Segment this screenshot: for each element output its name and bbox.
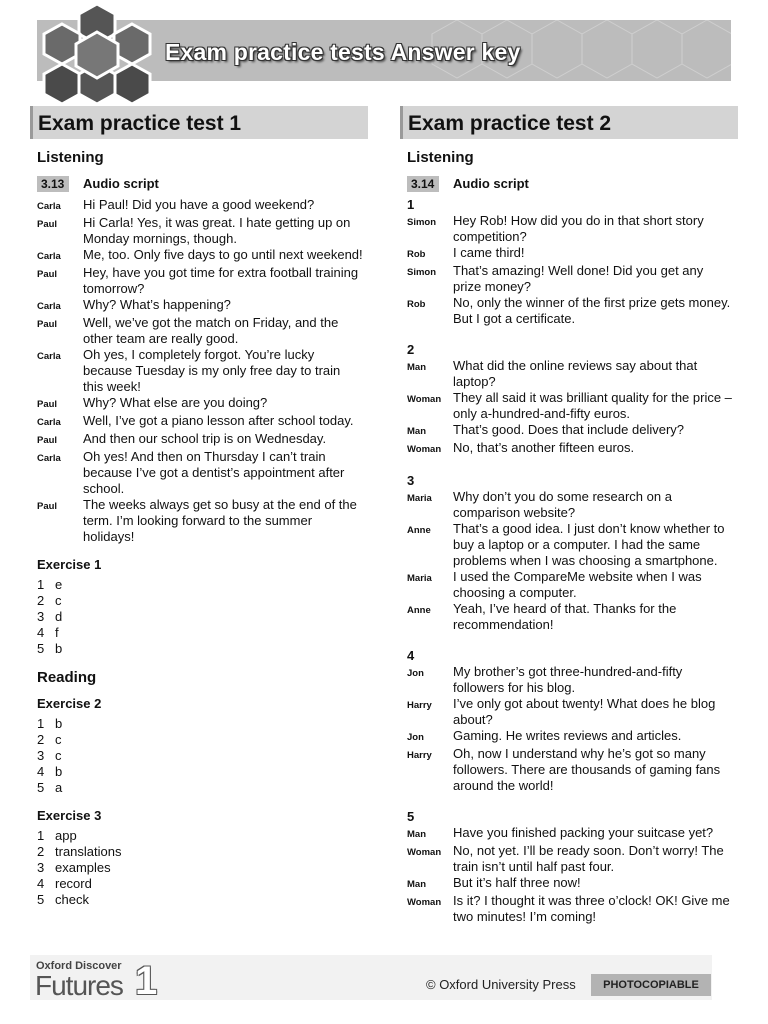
speaker-name: Woman: [407, 394, 442, 405]
script-text-line: recommendation!: [453, 617, 554, 632]
reading-heading: Reading: [37, 669, 97, 686]
script-line: [407, 664, 738, 696]
script-line: [407, 295, 738, 327]
script-line: [407, 875, 738, 893]
speaker-name: Anne: [407, 605, 431, 616]
script-text: [83, 431, 368, 449]
dialogue-block: [400, 489, 738, 633]
script-text-line: No, not yet. I’ll be ready soon. Don’t worry! The: [453, 843, 724, 858]
script-text-line: comparison website?: [453, 505, 576, 520]
speaker-name: Paul: [37, 319, 58, 330]
speaker-name: Maria: [407, 493, 432, 504]
answer-value: c: [55, 593, 62, 608]
script-line: [37, 395, 368, 413]
brand-level: 1: [135, 959, 158, 1003]
script-text: [453, 569, 738, 601]
script-text: [453, 601, 738, 633]
script-text-line: laptop?: [453, 374, 496, 389]
script-text: [453, 245, 738, 263]
exercise2-answers: [30, 716, 368, 796]
answer-value: a: [55, 780, 63, 795]
script-line: [407, 263, 738, 295]
speaker-name: Man: [407, 879, 426, 890]
script-text: [453, 489, 738, 521]
speaker-name: Paul: [37, 219, 58, 230]
answer-number: 5: [37, 892, 45, 907]
answer-number: 4: [37, 625, 45, 640]
page-title: Exam practice tests Answer key: [165, 39, 521, 65]
script-line: [407, 825, 738, 843]
script-text-line: term. I’m looking forward to the summer: [83, 513, 313, 528]
script-text-line: choosing a computer.: [453, 585, 577, 600]
test2-column: [400, 106, 738, 925]
speaker-name: Carla: [37, 417, 61, 428]
speaker-name: Simon: [407, 267, 437, 278]
script-line: [37, 347, 368, 395]
script-text-line: What did the online reviews say about that: [453, 358, 698, 373]
script-line: [407, 358, 738, 390]
speaker-name: Paul: [37, 269, 58, 280]
script-text-line: Oh yes, I completely forgot. You’re lucky: [83, 347, 315, 362]
answer-number: 2: [37, 593, 45, 608]
answer-row: [37, 844, 368, 860]
answer-row: [37, 732, 368, 748]
speaker-name: Paul: [37, 399, 58, 410]
script-text-line: That’s good. Does that include delivery?: [453, 422, 685, 437]
script-text-line: Hi Carla! Yes, it was great. I hate getting up on: [83, 215, 351, 230]
script-text-line: Oh yes! And then on Thursday I can’t train: [83, 449, 326, 464]
script-text-line: prize money?: [453, 279, 532, 294]
dialogue-number: 3: [407, 473, 415, 488]
script-text-line: followers for his blog.: [453, 680, 576, 695]
script-text: [83, 413, 368, 431]
speaker-name: Paul: [37, 501, 58, 512]
test2-heading: [400, 106, 738, 139]
answer-row: [37, 748, 368, 764]
script-text-line: I’ve only got about twenty! What does he blog: [453, 696, 716, 711]
speaker-name: Rob: [407, 299, 426, 310]
answer-value: c: [55, 748, 62, 763]
script-text: [453, 263, 738, 295]
track-badge: 3.13: [37, 176, 69, 192]
answer-value: b: [55, 764, 63, 779]
answer-value: c: [55, 732, 62, 747]
audio-script-header: [407, 175, 738, 192]
script-text-line: I used the CompareMe website when I was: [453, 569, 702, 584]
speaker-name: Rob: [407, 249, 426, 260]
listening-heading: Listening: [37, 149, 104, 166]
script-text-line: Well, I’ve got a piano lesson after school today.: [83, 413, 354, 428]
script-text-line: because Tuesday is my only free day to train: [83, 363, 341, 378]
speaker-name: Woman: [407, 847, 442, 858]
script-line: [407, 422, 738, 440]
answer-row: [37, 876, 368, 892]
script-text-line: Why? What else are you doing?: [83, 395, 268, 410]
script-line: [37, 247, 368, 265]
answer-number: 4: [37, 876, 45, 891]
answer-value: examples: [55, 860, 111, 875]
exercise3-answers: [30, 828, 368, 908]
answer-value: record: [55, 876, 92, 891]
script-text-line: followers. There are thousands of gaming fans: [453, 762, 721, 777]
speaker-name: Paul: [37, 435, 58, 446]
answer-number: 1: [37, 577, 45, 592]
speaker-name: Carla: [37, 201, 61, 212]
script-line: [37, 497, 368, 545]
speaker-name: Maria: [407, 573, 432, 584]
script-text-line: Is it? I thought it was three o’clock! OK! Give me: [453, 893, 730, 908]
script-line: [407, 245, 738, 263]
test2-title: Exam practice test 2: [408, 112, 612, 135]
script-text: [83, 347, 368, 395]
script-text-line: competition?: [453, 229, 527, 244]
script-text-line: about?: [453, 712, 493, 727]
speaker-name: Woman: [407, 444, 442, 455]
script-text-line: No, that’s another fifteen euros.: [453, 440, 635, 455]
script-line: [407, 569, 738, 601]
speaker-name: Man: [407, 829, 426, 840]
script-text: [453, 521, 738, 569]
answer-row: [37, 625, 368, 641]
script-line: [407, 521, 738, 569]
exercise2-heading: Exercise 2: [37, 696, 102, 711]
answer-number: 5: [37, 780, 45, 795]
script-line: [37, 315, 368, 347]
speaker-name: Jon: [407, 668, 424, 679]
dialogue-block: [400, 358, 738, 458]
script-text-line: Hi Paul! Did you have a good weekend?: [83, 197, 315, 212]
script-text-line: problems when I was choosing a smartphone.: [453, 553, 718, 568]
script-text: [83, 395, 368, 413]
answer-number: 1: [37, 828, 45, 843]
script-text: [83, 197, 368, 215]
answer-number: 4: [37, 764, 45, 779]
script-line: [407, 893, 738, 925]
footer: [30, 955, 712, 1003]
script-text: [453, 893, 738, 925]
audio-script: [400, 197, 738, 925]
speaker-name: Man: [407, 362, 426, 373]
script-text: [83, 449, 368, 497]
script-text: [453, 390, 738, 422]
script-text: [83, 215, 368, 247]
script-text: [83, 315, 368, 347]
script-text-line: Hey, have you got time for extra football training: [83, 265, 359, 280]
answer-number: 2: [37, 732, 45, 747]
answer-value: translations: [55, 844, 122, 859]
script-text: [453, 664, 738, 696]
script-text-line: holidays!: [83, 529, 135, 544]
script-text-line: Gaming. He writes reviews and articles.: [453, 728, 682, 743]
exercise1-heading: Exercise 1: [37, 557, 102, 572]
copyright: © Oxford University Press: [426, 977, 576, 992]
answer-row: [37, 764, 368, 780]
answer-number: 3: [37, 748, 45, 763]
script-text: [453, 422, 738, 440]
answer-row: [37, 828, 368, 844]
audio-script-header: [37, 175, 368, 192]
script-text-line: because I’ve got a dentist’s appointment after: [83, 465, 345, 480]
script-line: [407, 843, 738, 875]
speaker-name: Woman: [407, 897, 442, 908]
script-text: [453, 213, 738, 245]
script-text-line: train isn’t until half past four.: [453, 859, 615, 874]
script-text: [453, 825, 738, 843]
script-line: [407, 440, 738, 458]
script-line: [407, 696, 738, 728]
script-line: [37, 265, 368, 297]
script-line: [37, 431, 368, 449]
script-text: [83, 247, 368, 265]
speaker-name: Carla: [37, 301, 61, 312]
script-text: [83, 497, 368, 545]
speaker-name: Carla: [37, 351, 61, 362]
script-text-line: school.: [83, 481, 125, 496]
script-text-line: Well, we’ve got the match on Friday, and the: [83, 315, 339, 330]
audio-script-label: Audio script: [453, 176, 529, 191]
speaker-name: Harry: [407, 750, 432, 761]
script-line: [37, 449, 368, 497]
script-text-line: But I got a certificate.: [453, 311, 576, 326]
dialogue-number: 4: [407, 648, 415, 663]
script-text-line: My brother’s got three-hundred-and-fifty: [453, 664, 683, 679]
script-line: [407, 213, 738, 245]
script-text-line: Monday mornings, though.: [83, 231, 237, 246]
script-line: [37, 215, 368, 247]
script-text-line: buy a laptop or a computer. I had the same: [453, 537, 701, 552]
speaker-name: Simon: [407, 217, 437, 228]
script-text: [453, 746, 738, 794]
answer-value: e: [55, 577, 63, 592]
answer-number: 2: [37, 844, 45, 859]
test1-title: Exam practice test 1: [38, 112, 242, 135]
script-text-line: Hey Rob! How did you do in that short story: [453, 213, 704, 228]
audio-script: [30, 197, 368, 545]
answer-number: 3: [37, 860, 45, 875]
speaker-name: Carla: [37, 251, 61, 262]
script-text-line: And then our school trip is on Wednesday.: [83, 431, 327, 446]
audio-script-label: Audio script: [83, 176, 159, 191]
script-text-line: Me, too. Only five days to go until next weekend!: [83, 247, 363, 262]
script-text-line: only a-hundred-and-fifty euros.: [453, 406, 631, 421]
script-text-line: Why don’t you do some research on a: [453, 489, 672, 504]
answer-value: b: [55, 716, 63, 731]
script-text-line: around the world!: [453, 778, 554, 793]
track-badge: 3.14: [407, 176, 439, 192]
script-text-line: They all said it was brilliant quality for the price –: [453, 390, 732, 405]
script-text-line: The weeks always get so busy at the end of the: [83, 497, 357, 512]
brand-series: Futures: [35, 970, 123, 1001]
photocopiable-badge: PHOTOCOPIABLE: [591, 974, 711, 996]
script-line: [37, 413, 368, 431]
listening-heading: Listening: [407, 149, 474, 166]
script-text: [453, 440, 738, 458]
script-line: [37, 297, 368, 315]
script-text-line: Oh, now I understand why he’s got so many: [453, 746, 706, 761]
script-text-line: But it’s half three now!: [453, 875, 581, 890]
dialogue-number: 5: [407, 809, 415, 824]
answer-row: [37, 609, 368, 625]
speaker-name: Man: [407, 426, 426, 437]
dialogue-block: [400, 664, 738, 794]
script-text-line: I came third!: [453, 245, 525, 260]
test1-column: [30, 106, 368, 908]
answer-row: [37, 860, 368, 876]
answer-value: f: [55, 625, 59, 640]
answer-value: b: [55, 641, 63, 656]
script-line: [407, 390, 738, 422]
answer-value: app: [55, 828, 77, 843]
answer-row: [37, 716, 368, 732]
hexagon-cluster-icon: [38, 2, 156, 106]
script-line: [407, 489, 738, 521]
dialogue-number: 1: [407, 197, 415, 212]
script-text-line: tomorrow?: [83, 281, 145, 296]
script-text-line: other team are really good.: [83, 331, 239, 346]
answer-number: 5: [37, 641, 45, 656]
script-text: [453, 875, 738, 893]
script-line: [407, 601, 738, 633]
dialogue-block: [400, 825, 738, 925]
brand-name: Oxford Discover: [36, 960, 122, 972]
exercise1-answers: [30, 577, 368, 657]
answer-row: [37, 780, 368, 796]
speaker-name: Carla: [37, 453, 61, 464]
script-line: [37, 197, 368, 215]
answer-number: 1: [37, 716, 45, 731]
script-text: [83, 265, 368, 297]
script-text: [453, 843, 738, 875]
script-text: [453, 358, 738, 390]
speaker-name: Jon: [407, 732, 424, 743]
speaker-name: Harry: [407, 700, 432, 711]
script-text-line: Yeah, I’ve heard of that. Thanks for the: [453, 601, 677, 616]
answer-row: [37, 892, 368, 908]
speaker-name: Anne: [407, 525, 431, 536]
answer-number: 3: [37, 609, 45, 624]
script-line: [407, 728, 738, 746]
answer-value: check: [55, 892, 89, 907]
test1-heading: [30, 106, 368, 139]
script-text: [453, 728, 738, 746]
script-text-line: two minutes! I’m coming!: [453, 909, 597, 924]
answer-row: [37, 641, 368, 657]
script-text-line: That’s amazing! Well done! Did you get any: [453, 263, 704, 278]
script-text-line: Have you finished packing your suitcase yet?: [453, 825, 714, 840]
dialogue-number: 2: [407, 342, 415, 357]
script-text-line: No, only the winner of the first prize gets money.: [453, 295, 731, 310]
exercise3-heading: Exercise 3: [37, 808, 102, 823]
script-text-line: Why? What’s happening?: [83, 297, 231, 312]
dialogue-block: [400, 213, 738, 327]
script-text: [453, 696, 738, 728]
answer-row: [37, 577, 368, 593]
answer-value: d: [55, 609, 63, 624]
script-text: [453, 295, 738, 327]
script-line: [407, 746, 738, 794]
script-text: [83, 297, 368, 315]
script-text-line: this week!: [83, 379, 141, 394]
answer-row: [37, 593, 368, 609]
script-text-line: That’s a good idea. I just don’t know whether to: [453, 521, 725, 536]
